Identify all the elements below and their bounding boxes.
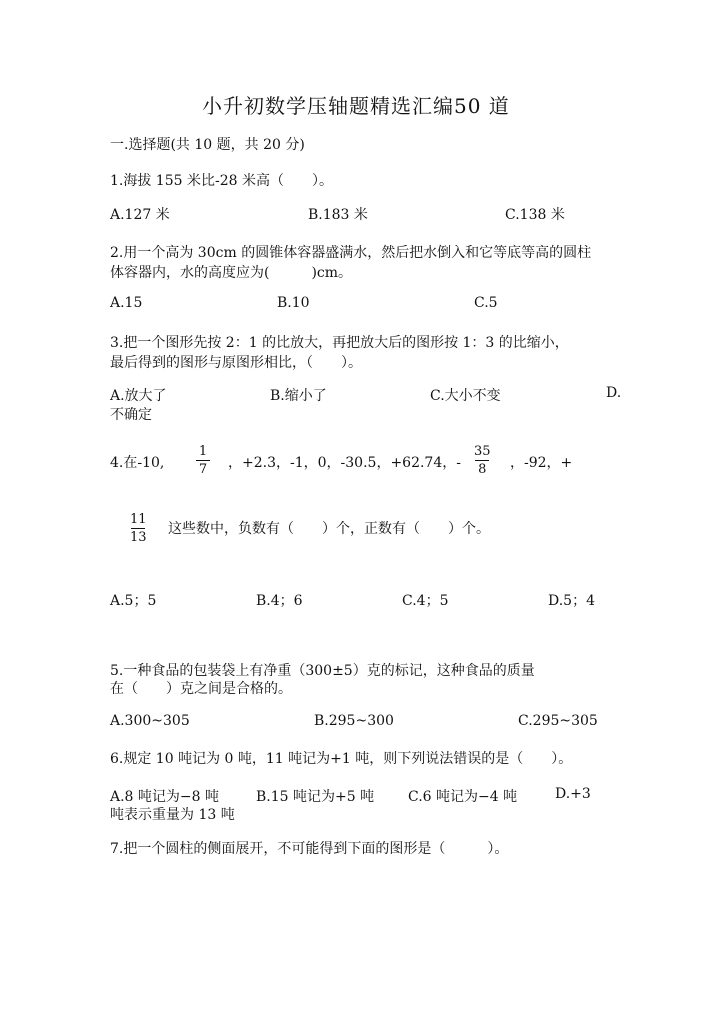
question-stem-tail: ，-92，+ — [510, 455, 573, 471]
option-a[interactable]: A.放大了 — [110, 388, 167, 404]
option-a[interactable]: A.127 米 — [110, 207, 170, 223]
option-a[interactable]: A.15 — [110, 295, 143, 311]
page-title: 小升初数学压轴题精选汇编50 道 — [202, 94, 510, 118]
question-stem: 5.一种食品的包装袋上有净重（300±5）克的标记，这种食品的质量 — [110, 663, 535, 679]
fraction-denominator: 13 — [130, 530, 147, 545]
option-a[interactable]: A.5；5 — [110, 593, 157, 609]
option-c[interactable]: C.大小不变 — [430, 388, 501, 404]
question-stem-cont: 在（ ）克之间是合格的。 — [110, 681, 292, 697]
option-d[interactable]: D.5；4 — [548, 593, 595, 609]
option-b[interactable]: B.295~300 — [314, 713, 394, 729]
fraction-35-8 — [474, 444, 491, 477]
question-stem-cont: 这些数中，负数有（ ）个，正数有（ ）个。 — [168, 521, 490, 537]
option-d[interactable]: D.+3 — [555, 786, 591, 802]
option-c[interactable]: C.295~305 — [518, 713, 598, 729]
question-stem: 6.规定 10 吨记为 0 吨，11 吨记为+1 吨，则下列说法错误的是（ ）。 — [110, 751, 573, 767]
question-stem-cont: 体容器内，水的高度应为( )cm。 — [110, 265, 353, 281]
question-stem-mid: ，+2.3，-1，0，-30.5，+62.74，- — [228, 455, 461, 471]
question-stem: 7.把一个圆柱的侧面展开，不可能得到下面的图形是（ ）。 — [110, 841, 509, 857]
option-d-wrap: 吨表示重量为 13 吨 — [110, 807, 235, 823]
fraction-numerator: 1 — [198, 444, 208, 459]
option-b[interactable]: B.10 — [277, 295, 310, 311]
option-c[interactable]: C.6 吨记为−4 吨 — [408, 789, 518, 805]
option-c[interactable]: C.138 米 — [505, 207, 565, 223]
fraction-bar — [196, 460, 210, 461]
option-b[interactable]: B.缩小了 — [270, 388, 327, 404]
question-stem-cont: 最后得到的图形与原图形相比，（ ）。 — [110, 355, 362, 371]
option-b[interactable]: B.15 吨记为+5 吨 — [256, 789, 375, 805]
fraction-denominator: 8 — [478, 462, 487, 477]
option-b[interactable]: B.4；6 — [256, 593, 303, 609]
fraction-denominator: 7 — [198, 462, 208, 477]
option-d[interactable]: D. — [606, 385, 622, 401]
fraction-numerator: 11 — [130, 512, 147, 527]
question-stem: 2.用一个高为 30cm 的圆锥体容器盛满水，然后把水倒入和它等底等高的圆柱 — [110, 245, 592, 261]
option-c[interactable]: C.5 — [474, 295, 498, 311]
question-stem-lead: 4.在-10, — [110, 455, 165, 471]
option-b[interactable]: B.183 米 — [308, 207, 368, 223]
fraction-11-13 — [130, 512, 147, 545]
option-a[interactable]: A.8 吨记为−8 吨 — [110, 789, 220, 805]
option-a[interactable]: A.300~305 — [110, 713, 190, 729]
question-stem: 1.海拔 155 米比-28 米高（ ）。 — [110, 173, 333, 189]
fraction-bar — [475, 460, 489, 461]
fraction-numerator: 35 — [474, 444, 491, 459]
fraction-1-7 — [196, 444, 210, 477]
option-c[interactable]: C.4；5 — [402, 593, 449, 609]
fraction-bar — [131, 528, 145, 529]
option-d-wrap: 不确定 — [110, 407, 152, 423]
section-heading: 一.选择题(共 10 题，共 20 分) — [110, 137, 305, 153]
question-stem: 3.把一个图形先按 2：1 的比放大，再把放大后的图形按 1：3 的比缩小， — [110, 335, 569, 351]
